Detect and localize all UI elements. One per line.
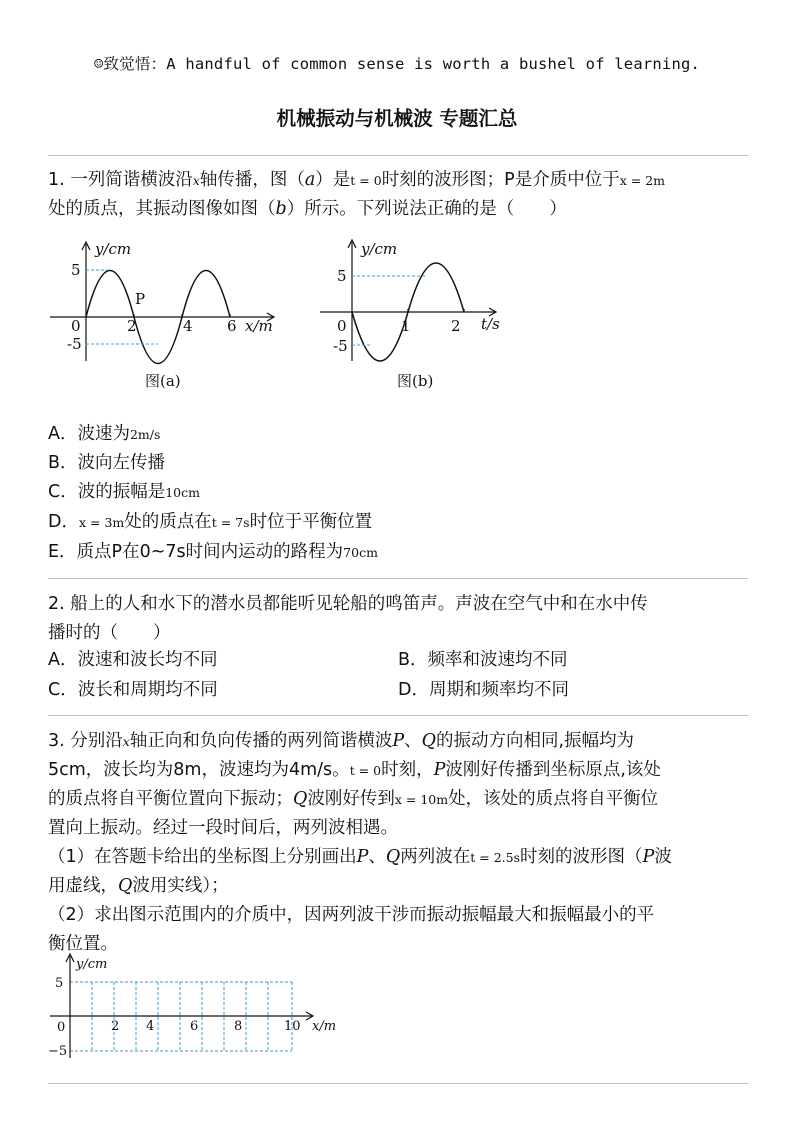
y-axis-label: y/cm (95, 240, 132, 258)
q1-option-c[interactable]: C．波的振幅是10cm (48, 482, 200, 502)
tick-label: 4 (183, 317, 193, 335)
q2-option-b[interactable]: B．频率和波速均不同 (398, 650, 568, 670)
q1-option-b[interactable]: B．波向左传播 (48, 453, 166, 473)
q2-option-a[interactable]: A．波速和波长均不同 (48, 650, 218, 670)
point-p-label: P (135, 290, 146, 308)
question-1-stem: 1. 一列简谐横波沿x轴传播，图（a）是t = 0时刻的波形图；P是介质中位于x = 2m 处的质点，其振动图像如图（b）所示。下列说法正确的是（ ） (48, 170, 666, 219)
figure-a-wave-graph (45, 236, 295, 396)
q1-option-d[interactable]: D．x = 3m处的质点在t = 7s时位于平衡位置 (48, 512, 373, 532)
x-axis-label: t/s (481, 315, 500, 333)
y-axis-label: y/cm (76, 957, 108, 972)
tick-label: 8 (234, 1019, 243, 1034)
tick-label: 2 (111, 1019, 120, 1034)
y-max-label: 5 (337, 267, 347, 285)
q1-option-e[interactable]: E．质点P在0~7s时间内运动的路程为70cm (48, 542, 378, 562)
y-min-label: −5 (48, 1044, 68, 1059)
y-axis-label: y/cm (361, 240, 398, 258)
motto: ☺致觉悟：A handful of common sense is worth a bushel of learning. (93, 55, 701, 73)
figure-caption: 图(b) (397, 372, 434, 390)
x-axis-label: x/m (312, 1019, 337, 1034)
tick-label: 10 (284, 1019, 301, 1034)
origin-label: 0 (337, 317, 347, 335)
divider (48, 578, 748, 579)
origin-label: 0 (71, 317, 81, 335)
y-min-label: -5 (67, 335, 82, 353)
divider (48, 715, 748, 716)
tick-label: 6 (190, 1019, 199, 1034)
document-title: 机械振动与机械波 专题汇总 (276, 107, 518, 130)
y-max-label: 5 (71, 261, 81, 279)
y-min-label: -5 (333, 337, 348, 355)
tick-label: 1 (401, 317, 411, 335)
question-number: 1. (48, 170, 65, 190)
tick-label: 2 (451, 317, 461, 335)
tick-label: 2 (127, 317, 137, 335)
question-2-stem: 2. 船上的人和水下的潜水员都能听见轮船的鸣笛声。声波在空气中和在水中传 播时的（ ） (48, 594, 648, 643)
divider (48, 1083, 748, 1084)
figure-b-vibration-graph (315, 236, 515, 396)
q1-option-a[interactable]: A．波速为2m/s (48, 424, 161, 444)
divider (48, 155, 748, 156)
figure-caption: 图(a) (145, 372, 181, 390)
q2-option-d[interactable]: D．周期和频率均不同 (398, 680, 569, 700)
q2-option-c[interactable]: C．波长和周期均不同 (48, 680, 218, 700)
q3-answer-grid (40, 950, 360, 1065)
x-axis-label: x/m (245, 317, 273, 335)
y-max-label: 5 (55, 976, 64, 991)
tick-label: 4 (146, 1019, 155, 1034)
question-3-stem: 3. 分别沿x轴正向和负向传播的两列简谐横波P、Q的振动方向相同,振幅均为 5cm，波长均为8m，波速均为4m/s。t = 0时刻，P波刚好传播到坐标原点,该处 的质点将自平衡位置向下振动；Q波刚好传到x = 10m处，该处的质点将自平衡位 置向上振动。经过一段时间后，两列波相遇。 （1）在答题卡给出的坐标图上分别画出P、Q两列波在t = 2.5s时刻的波形图（P波 用虚线，Q波用实线）； （2）求出图示范围内的介质中，因两列波干涉而振动振幅最大和振幅最小的平 衡位置。 (48, 731, 672, 954)
tick-label: 6 (227, 317, 237, 335)
origin-label: 0 (57, 1020, 66, 1035)
